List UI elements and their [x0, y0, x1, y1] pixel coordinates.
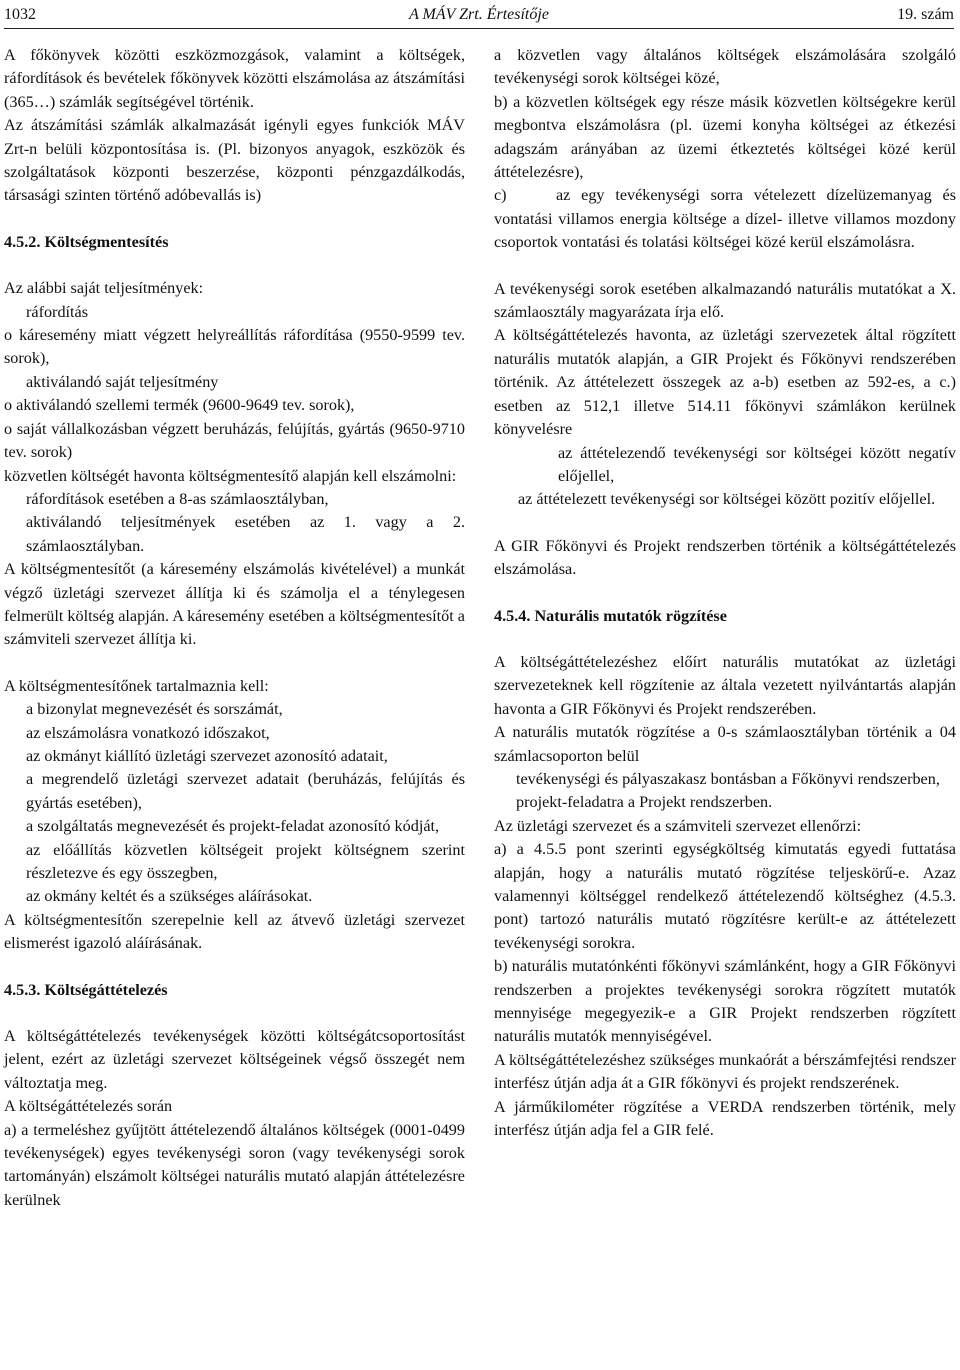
paragraph: A költségáttételezéshez előírt naturális mutatókat az üzletági szervezeteknek kell rögzítenie az általa vezetett nyilvántartás alapján havonta a GIR Főkönyvi és Projekt rendszerében. — [494, 652, 956, 718]
paragraph: a) a 4.5.5 pont szerinti egységköltség kimutatás egyedi futtatása alapján, hogy a naturális mutató rögzítése teljeskörű-e. Azaz valamennyi költséggel rendelkező áttételezendő költséghez (4.5.3. pont) tartozó naturális mutató rögzítésre került-e az áttételezett tevékenységi sorokra. — [494, 840, 956, 952]
paragraph: a közvetlen vagy általános költségek elszámolására szolgáló tevékenységi sorok költségei közé, — [494, 46, 956, 88]
list-item: aktiválandó saját teljesítmény — [26, 372, 219, 391]
list-item: aktiválandó teljesítmények esetében az 1. vagy a 2. számlaosztályban. — [26, 513, 465, 555]
paragraph: A költségmentesítőt (a káresemény elszámolás kivételével) a munkát végző üzletági szervezet állítja ki és számolja el a ténylegesen felmerült költség alapján. A káresemény esetében a költségmentesítőt a számviteli szervezet állítja ki. — [4, 560, 465, 649]
paragraph: Az átszámítási számlák alkalmazását igényli egyes funkciók MÁV Zrt-n belüli központosítása is. (Pl. bizonyos anyagok, eszközök és szolgáltatások központi beszerzése, központi pénzgazdálkodás, társasági szinten történő adóbevallás is) — [4, 116, 465, 205]
paragraph: A főkönyvek közötti eszközmozgások, valamint a költségek, ráfordítások és bevételek főkönyvek közötti elszámolása az átszámítási (365…) számlák segítségével történik. — [4, 46, 465, 111]
paragraph: A költségáttételezés során — [4, 1097, 173, 1116]
section-heading-4-5-3: 4.5.3. Költségáttételezés — [4, 980, 168, 999]
list-item: az áttételezett tevékenységi sor költségei között pozitív előjellel. — [518, 490, 936, 509]
list-item: o saját vállalkozásban végzett beruházás, felújítás, gyártás (9650-9710 tev. sorok) — [4, 419, 465, 462]
list-item: projekt-feladatra a Projekt rendszerben. — [516, 793, 773, 812]
paragraph: A költségáttételezéshez szükséges munkaórát a bérszámfejtési rendszer interfész útján adja át a GIR főkönyvi és projekt rendszerének. — [494, 1050, 956, 1093]
list-item: a megrendelő üzletági szervezet adatait (beruházás, felújítás és gyártás esetében), — [26, 770, 465, 812]
left-column — [4, 44, 465, 1212]
paragraph: A naturális mutatók rögzítése a 0-s számlaosztályban történik a 04 számlacsoporton belül — [494, 723, 956, 765]
paragraph: A járműkilométer rögzítése a VERDA rendszerben történik, mely interfész útján adja fel a GIR felé. — [494, 1097, 956, 1140]
paragraph: közvetlen költségét havonta költségmentesítő alapján kell elszámolni: — [4, 466, 457, 485]
list-item: az előállítás közvetlen költségeit projekt költségnem szerint részletezve és egy összegben, — [26, 840, 465, 882]
paragraph: b) naturális mutatónkénti főkönyvi számlánként, hogy a GIR Főkönyvi rendszerben a projektes tevékenységi sorokra rögzített mutatók mennyisége megegyezik-e a GIR Projekt rendszerben rögzített naturális mutatók mennyiségével. — [494, 957, 956, 1046]
page-header — [4, 4, 954, 29]
right-column — [494, 44, 956, 1142]
paragraph: Az alábbi saját teljesítmények: — [4, 279, 204, 298]
page-number: 1032 — [4, 6, 36, 23]
paragraph: A költségmentesítőnek tartalmaznia kell: — [4, 676, 269, 695]
issue-number: 19. szám — [897, 6, 954, 23]
paragraph: A költségáttételezés havonta, az üzletági szervezetek által rögzített naturális mutatók alapján, a GIR Projekt és Főkönyvi rendszerében történik. Az áttételezett összegek az a-b) esetben az 592-es, a c.) esetben az 512,1 illetve 514.11 főkönyvi számlákon kerülnek könyvelésre — [494, 326, 956, 439]
section-heading-4-5-4: 4.5.4. Naturális mutatók rögzítése — [494, 606, 727, 625]
list-item: az áttételezendő tevékenységi sor költségei között negatív előjellel, — [558, 443, 956, 485]
list-text: az egy tevékenységi sorra vételezett dízelüzemanyag és vontatási villamos energia költsége a dízel- illetve villamos mozdony csoportok vontatási és tolatási költségei közé kerül elszámolásra. — [494, 186, 956, 252]
list-label: c) — [494, 186, 507, 205]
paragraph: b) a közvetlen költségek egy része másik közvetlen költségekre kerül megbontva elszámolásra (pl. üzemi konyha költségei az étkezési adagszám arányában az üzemi étkeztetés költségei közé kerül áttételezésre), — [494, 92, 956, 182]
paragraph: A tevékenységi sorok esetében alkalmazandó naturális mutatókat a X. számlaosztály magyarázata írja elő. — [494, 279, 956, 322]
list-item — [494, 184, 956, 254]
list-item: tevékenységi és pályaszakasz bontásban a Főkönyvi rendszerben, — [516, 769, 940, 788]
paragraph: a) a termeléshez gyűjtött áttételezendő általános költségek (0001-0499 tevékenységek) egyes tevékenységi soron (vagy tevékenységi sorok tartományán) elszámolt költségei naturális mutató alapján áttételezésre kerülnek — [4, 1120, 465, 1209]
list-item: az okmányt kiállító üzletági szervezet azonosító adatait, — [26, 746, 388, 765]
list-item: o káresemény miatt végzett helyreállítás ráfordítása (9550-9599 tev. sorok), — [4, 326, 465, 368]
list-item: az okmány keltét és a szükséges aláírásokat. — [26, 887, 313, 906]
section-heading-4-5-2: 4.5.2. Költségmentesítés — [4, 232, 169, 251]
paragraph: Az üzletági szervezet és a számviteli szervezet ellenőrzi: — [494, 816, 862, 835]
paragraph: A költségmentesítőn szerepelnie kell az átvevő üzletági szervezet elismerést igazoló aláírásának. — [4, 910, 465, 953]
list-item: a bizonylat megnevezését és sorszámát, — [26, 700, 283, 719]
journal-title: A MÁV Zrt. Értesítője — [409, 6, 549, 23]
list-item: a szolgáltatás megnevezését és projekt-feladat azonosító kódját, — [26, 817, 440, 836]
list-item: az elszámolásra vonatkozó időszakot, — [26, 723, 270, 742]
list-item: ráfordítás — [26, 302, 89, 321]
paragraph: A költségáttételezés tevékenységek közötti költségátcsoportosítást jelent, ezért az üzletági szervezet költségeinek végső összegét nem változtatja meg. — [4, 1027, 465, 1092]
list-item: o aktiválandó szellemi termék (9600-9649 tev. sorok), — [4, 396, 355, 415]
paragraph: A GIR Főkönyvi és Projekt rendszerben történik a költségáttételezés elszámolása. — [494, 536, 956, 579]
list-item: ráfordítások esetében a 8-as számlaosztályban, — [26, 489, 329, 508]
